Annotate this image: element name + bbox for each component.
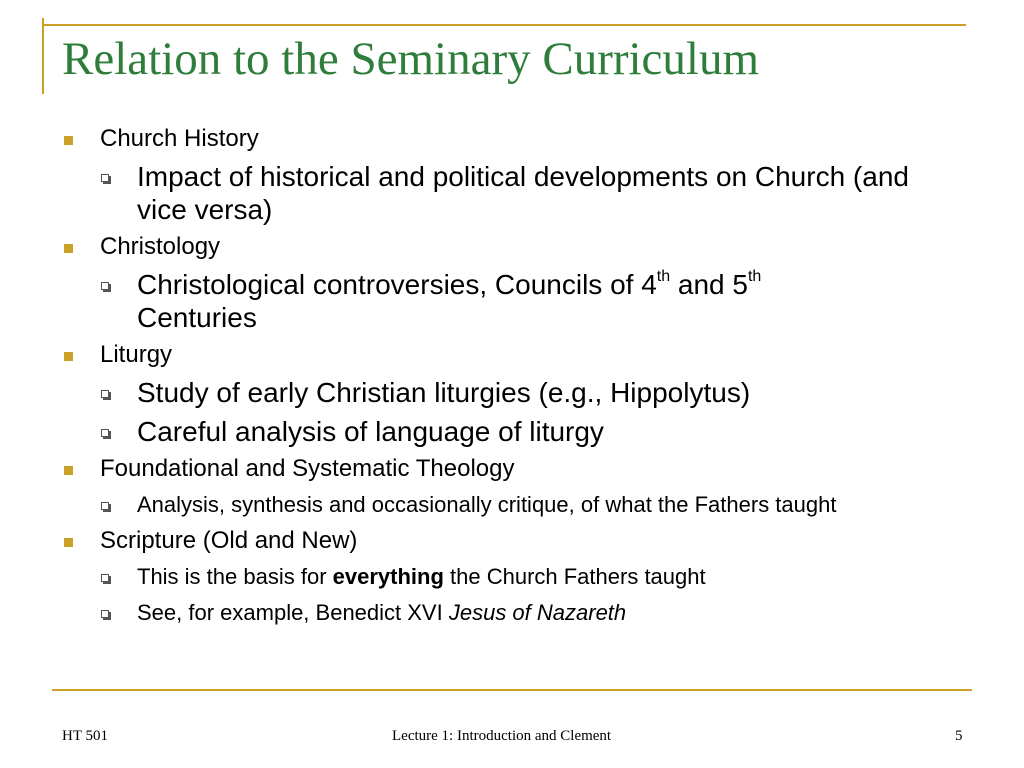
footer-page-number: 5 <box>955 728 963 744</box>
sub-bullet-text: See, for example, Benedict XVI Jesus of Nazareth <box>137 600 627 625</box>
footer-lecture-title: Lecture 1: Introduction and Clement <box>392 728 612 744</box>
frame-left-line <box>42 18 44 94</box>
sub-bullet <box>58 490 958 520</box>
sub-bullet <box>58 562 958 592</box>
bullet-liturgy <box>58 340 958 370</box>
hollow-square-bullet-icon <box>101 574 109 582</box>
bullet-scripture <box>58 526 958 556</box>
bullet-christology <box>58 232 958 262</box>
bullet-heading: Church History <box>100 125 259 152</box>
frame-top-line <box>42 24 966 26</box>
square-bullet-icon <box>64 538 73 547</box>
bullet-heading: Christology <box>100 233 221 260</box>
bullet-list <box>58 124 958 634</box>
footer-divider-line <box>52 689 972 691</box>
sub-bullet-text: Analysis, synthesis and occasionally critique, of what the Fathers taught <box>137 492 837 517</box>
hollow-square-bullet-icon <box>101 429 109 437</box>
hollow-square-bullet-icon <box>101 174 109 182</box>
sub-bullet <box>58 160 958 226</box>
hollow-square-bullet-icon <box>101 610 109 618</box>
sub-bullet <box>58 268 958 334</box>
bullet-church-history <box>58 124 958 154</box>
bullet-heading: Scripture (Old and New) <box>100 527 358 554</box>
sub-bullet-text: Careful analysis of language of liturgy <box>137 416 604 447</box>
square-bullet-icon <box>64 466 73 475</box>
hollow-square-bullet-icon <box>101 390 109 398</box>
sub-bullet-text: Christological controversies, Councils of 4th and 5th Centuries <box>137 267 762 333</box>
bullet-heading: Foundational and Systematic Theology <box>100 455 515 482</box>
bullet-heading: Liturgy <box>100 341 173 368</box>
sub-bullet <box>58 598 958 628</box>
sub-bullet-text: Study of early Christian liturgies (e.g., Hippolytus) <box>137 377 751 408</box>
square-bullet-icon <box>64 136 73 145</box>
sub-bullet <box>58 415 958 448</box>
sub-bullet-text: Impact of historical and political developments on Church (and vice versa) <box>137 161 909 225</box>
square-bullet-icon <box>64 352 73 361</box>
square-bullet-icon <box>64 244 73 253</box>
sub-bullet <box>58 376 958 409</box>
hollow-square-bullet-icon <box>101 502 109 510</box>
footer-course-code: HT 501 <box>62 728 108 744</box>
bullet-theology <box>58 454 958 484</box>
sub-bullet-text: This is the basis for everything the Church Fathers taught <box>137 564 706 589</box>
hollow-square-bullet-icon <box>101 282 109 290</box>
slide-title: Relation to the Seminary Curriculum <box>62 33 760 85</box>
